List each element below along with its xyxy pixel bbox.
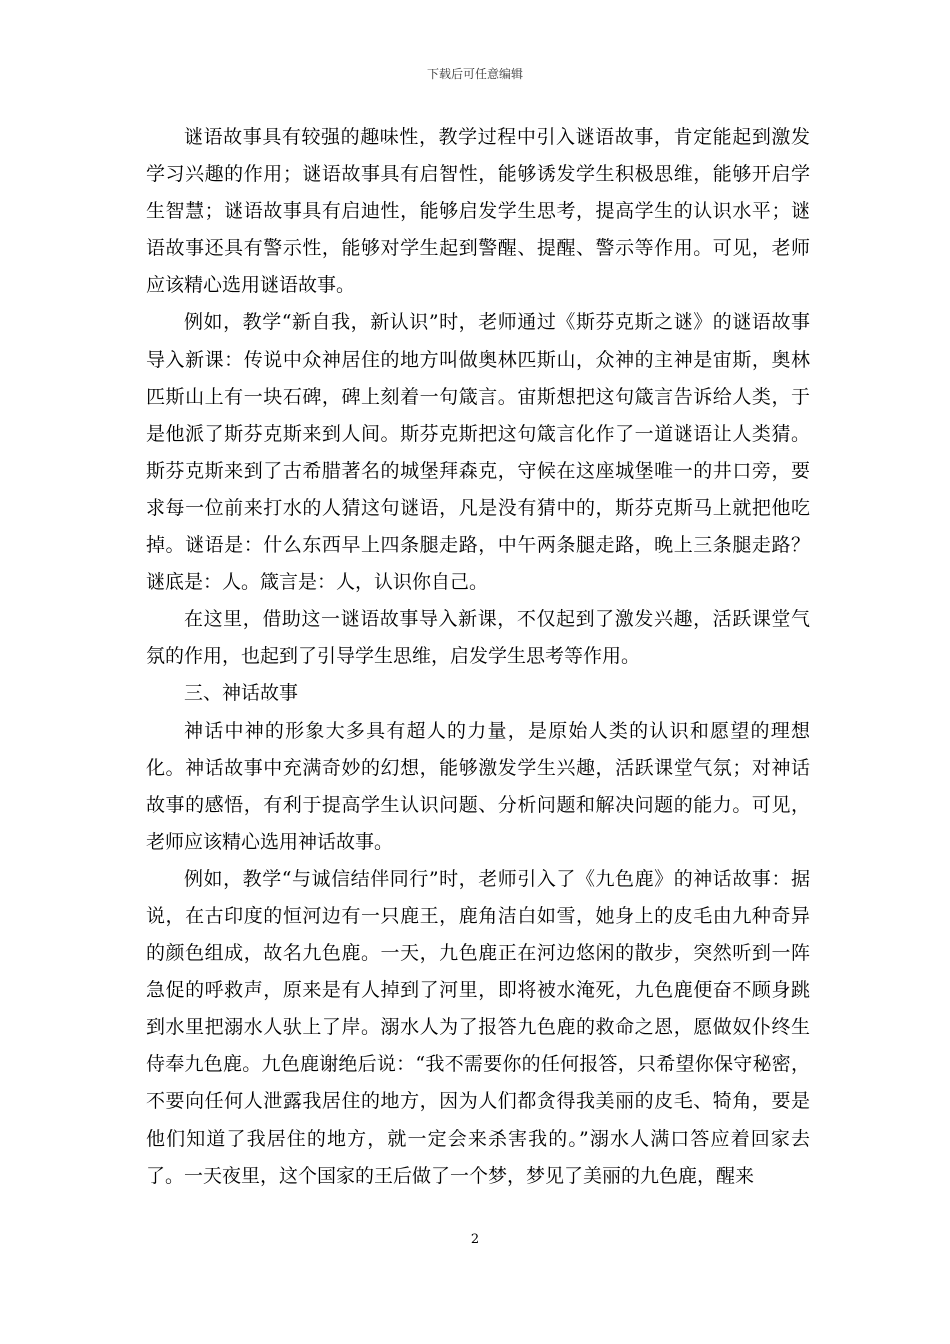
paragraph-riddle-intro: 谜语故事具有较强的趣味性，教学过程中引入谜语故事，肯定能起到激发学习兴趣的作用；谜语故事具有启智性，能够诱发学生积极思维，能够开启学生智慧；谜语故事具有启迪性，能够启发学生思考，提高学生的认识水平；谜语故事还具有警示性，能够对学生起到警醒、提醒、警示等作用。可见，老师应该精心选用谜语故事。 [146,126,810,297]
paragraph-riddle-example: 例如，教学“新自我，新认识”时，老师通过《斯芬克斯之谜》的谜语故事导入新课：传说中众神居住的地方叫做奥林匹斯山，众神的主神是宙斯，奥林匹斯山上有一块石碑，碑上刻着一句箴言。宙斯想把这句箴言告诉给人类，于是他派了斯芬克斯来到人间。斯芬克斯把这句箴言化作了一道谜语让人类猜。斯芬克斯来到了古希腊著名的城堡拜森克，守候在这座城堡唯一的井口旁，要求每一位前来打水的人猜这句谜语，凡是没有猜中的，斯芬克斯马上就把他吃掉。谜语是：什么东西早上四条腿走路，中午两条腿走路，晚上三条腿走路？谜底是：人。箴言是：人，认识你自己。 [146,311,810,594]
section-heading-myth: 三、神话故事 [184,682,299,705]
paragraph-myth-intro: 神话中神的形象大多具有超人的力量，是原始人类的认识和愿望的理想化。神话故事中充满奇妙的幻想，能够激发学生兴趣，活跃课堂气氛；对神话故事的感悟，有利于提高学生认识问题、分析问题和解决问题的能力。可见，老师应该精心选用神话故事。 [146,719,810,853]
page-header: 下载后可任意编辑 [426,67,523,81]
document-body [146,119,810,1195]
page-number: 2 [470,1232,480,1247]
paragraph-riddle-summary: 在这里，借助这一谜语故事导入新课，不仅起到了激发兴趣，活跃课堂气氛的作用，也起到了引导学生思维，启发学生思考等作用。 [146,608,810,668]
paragraph-myth-example: 例如，教学“与诚信结伴同行”时，老师引入了《九色鹿》的神话故事：据说，在古印度的恒河边有一只鹿王，鹿角洁白如雪，她身上的皮毛由九种奇异的颜色组成，故名九色鹿。一天，九色鹿正在河边悠闲的散步，突然听到一阵急促的呼救声，原来是有人掉到了河里，即将被水淹死，九色鹿便奋不顾身跳到水里把溺水人驮上了岸。溺水人为了报答九色鹿的救命之恩，愿做奴仆终生侍奉九色鹿。九色鹿谢绝后说：“我不需要你的任何报答，只希望你保守秘密，不要向任何人泄露我居住的地方，因为人们都贪得我美丽的皮毛、犄角，要是他们知道了我居住的地方，就一定会来杀害我的。”溺水人满口答应着回家去了。一天夜里，这个国家的王后做了一个梦，梦见了美丽的九色鹿，醒来 [146,867,810,1187]
